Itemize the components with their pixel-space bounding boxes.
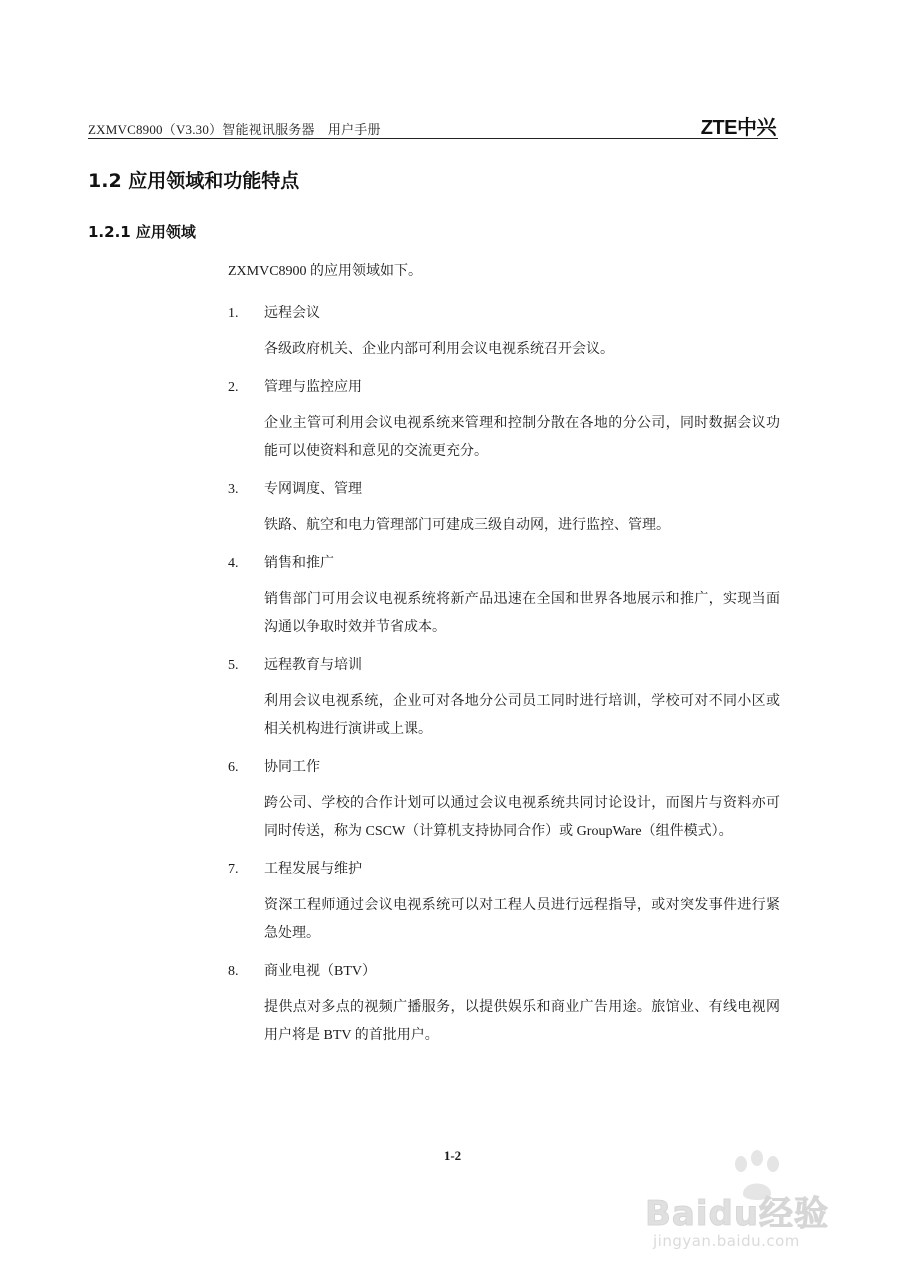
- item-description: 资深工程师通过会议电视系统可以对工程人员进行远程指导，或对突发事件进行紧急处理。: [264, 898, 780, 941]
- item-description: 铁路、航空和电力管理部门可建成三级自动网，进行监控、管理。: [264, 518, 670, 533]
- page-header: [88, 112, 778, 139]
- item-title: 协同工作: [264, 760, 320, 775]
- content-body: [228, 258, 780, 1060]
- list-item-1: [228, 300, 780, 364]
- header-title: ZXMVC8900（V3.30）智能视讯服务器 用户手册: [88, 122, 381, 137]
- item-number: 1.: [228, 306, 239, 321]
- item-description: 企业主管可利用会议电视系统来管理和控制分散在各地的分公司，同时数据会议功能可以使资料和意见的交流更充分。: [264, 416, 780, 459]
- item-title: 管理与监控应用: [264, 380, 362, 395]
- item-description: 利用会议电视系统，企业可对各地分公司员工同时进行培训，学校可对不同小区或相关机构进行演讲或上课。: [264, 694, 780, 737]
- subsection-title: 1.2.1 应用领域: [88, 223, 196, 241]
- zte-logo: ZTE中兴: [700, 117, 776, 139]
- item-title: 工程发展与维护: [264, 862, 362, 877]
- item-description: 跨公司、学校的合作计划可以通过会议电视系统共同讨论设计，而图片与资料亦可同时传送，称为 CSCW（计算机支持协同合作）或 GroupWare（组件模式）。: [264, 796, 780, 839]
- list-item-5: [228, 652, 780, 744]
- item-number: 3.: [228, 482, 239, 497]
- item-number: 2.: [228, 380, 239, 395]
- item-title: 专网调度、管理: [264, 482, 362, 497]
- watermark-url: jingyan.baidu.com: [653, 1232, 800, 1250]
- section-title: 1.2 应用领域和功能特点: [88, 170, 300, 192]
- item-description: 各级政府机关、企业内部可利用会议电视系统召开会议。: [264, 342, 614, 357]
- item-number: 4.: [228, 556, 239, 571]
- item-number: 7.: [228, 862, 239, 877]
- list-item-8: [228, 958, 780, 1050]
- item-title: 商业电视（BTV）: [264, 964, 376, 979]
- item-number: 5.: [228, 658, 239, 673]
- page-number: 1-2: [443, 1148, 462, 1163]
- item-title: 远程教育与培训: [264, 658, 362, 673]
- item-number: 6.: [228, 760, 239, 775]
- item-title: 远程会议: [264, 306, 320, 321]
- list-item-2: [228, 374, 780, 466]
- item-description: 提供点对多点的视频广播服务，以提供娱乐和商业广告用途。旅馆业、有线电视网用户将是 BTV 的首批用户。: [264, 1000, 780, 1043]
- item-title: 销售和推广: [264, 556, 334, 571]
- baidu-watermark: [635, 1150, 865, 1260]
- list-item-4: [228, 550, 780, 642]
- item-description: 销售部门可用会议电视系统将新产品迅速在全国和世界各地展示和推广，实现当面沟通以争取时效并节省成本。: [264, 592, 780, 635]
- item-number: 8.: [228, 964, 239, 979]
- watermark-brand: Baidu经验: [645, 1194, 830, 1234]
- list-item-6: [228, 754, 780, 846]
- list-item-3: [228, 476, 780, 540]
- list-item-7: [228, 856, 780, 948]
- intro-text: ZXMVC8900 的应用领域如下。: [228, 264, 423, 279]
